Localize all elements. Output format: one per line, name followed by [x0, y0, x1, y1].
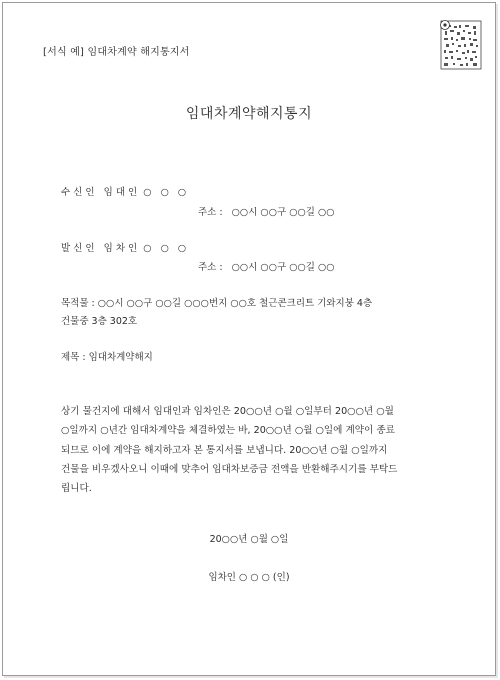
sender-line	[61, 240, 189, 254]
recipient-line	[61, 184, 189, 198]
property-line-2: 건물중 3층 302호	[61, 316, 138, 327]
sender-name: ○ ○ ○	[143, 243, 190, 254]
body-line: 상기 물건지에 대해서 임대인과 임차인은 20○○년 ○월 ○일부터 20○○년 ○월	[61, 406, 394, 417]
recipient-address-line	[198, 204, 335, 218]
body-line: 되므로 이에 계약을 해지하고자 본 통지서를 보냅니다. 20○○년 ○월 ○일까지	[61, 444, 388, 456]
qr-code-icon	[435, 17, 483, 71]
recipient-name: ○ ○ ○	[143, 187, 190, 198]
klac-qr-stamp	[435, 17, 483, 71]
signature-line: 임차인 ○ ○ ○ (인)	[208, 572, 290, 583]
body-paragraph	[61, 402, 447, 498]
sender-role: 임 차 인	[103, 243, 138, 254]
document-date: 20○○년 ○월 ○일	[209, 534, 289, 545]
body-line: 건물을 비우겠사오니 이때에 맞추어 임대차보증금 전액을 반환해주시기를 부탁드	[61, 463, 398, 475]
sender-address-line	[198, 259, 335, 273]
subject-line: 제목 : 임대차계약해지	[61, 352, 153, 363]
body-line: 립니다.	[61, 483, 92, 495]
form-label: [서식 예] 임대차계약 해지통지서	[43, 47, 190, 58]
recipient-address: ○○시 ○○구 ○○길 ○○	[231, 207, 335, 218]
document-title: 임대차계약해지통지	[185, 106, 313, 122]
recipient-role: 임 대 인	[103, 187, 138, 198]
sender-address: ○○시 ○○구 ○○길 ○○	[231, 262, 335, 273]
sender-address-label: 주소 :	[198, 262, 223, 273]
document-page	[2, 2, 496, 676]
recipient-address-label: 주소 :	[198, 207, 223, 218]
body-line: ○일까지 ○년간 임대차계약을 체결하였는 바, 20○○년 ○월 ○일에 계약이 종료	[61, 425, 395, 437]
sender-label: 발 신 인	[61, 243, 95, 254]
property-line-1: 목적물 : ○○시 ○○구 ○○길 ○○○번지 ○○호 철근콘크리트 기와지붕 4층	[61, 298, 373, 309]
recipient-label: 수 신 인	[61, 187, 95, 198]
